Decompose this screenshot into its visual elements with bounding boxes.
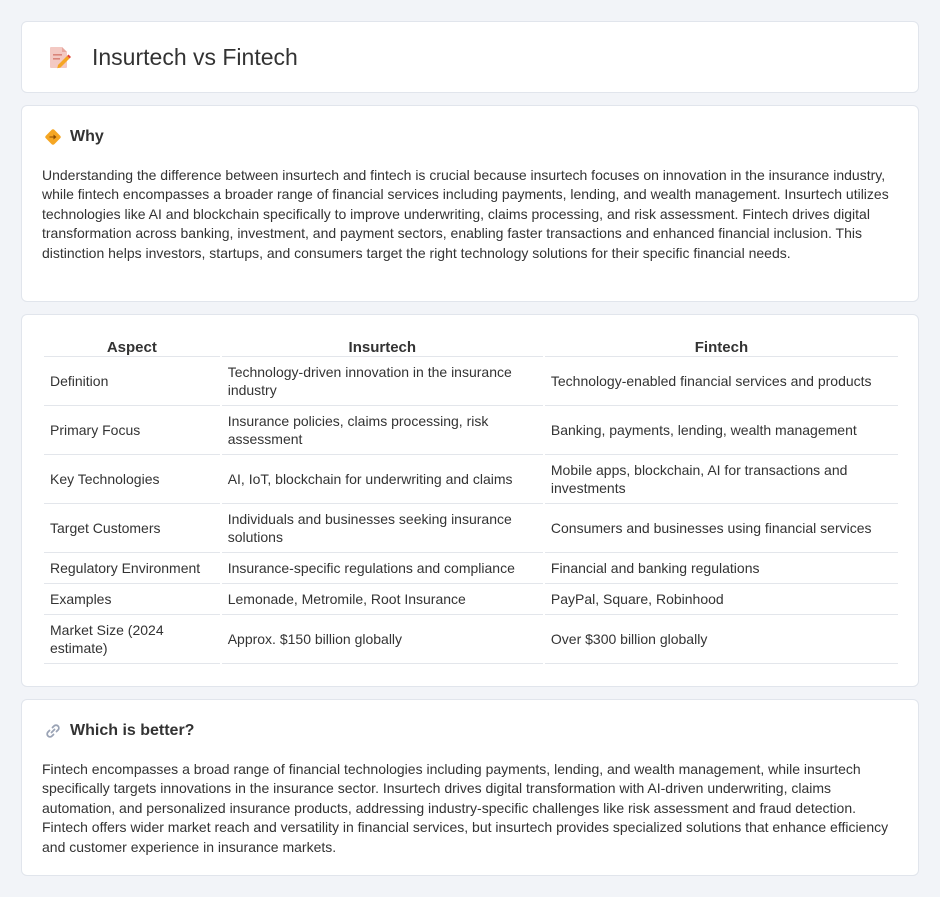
row-fintech: Technology-enabled financial services and products	[545, 357, 898, 406]
row-fintech: Financial and banking regulations	[545, 553, 898, 584]
why-section	[21, 105, 919, 302]
why-paragraph: Understanding the difference between insurtech and fintech is crucial because insurtech focuses on innovation in the insurance industry, while fintech encompasses a broader range of financial services including payments, lending, and wealth management. Insurtech utilizes technologies like AI and blockchain specifically to improve underwriting, claims processing, and risk assessment. Fintech drives digital transformation across banking, investment, and payment sectors, enabling faster transactions and enhanced financial inclusion. This distinction helps investors, startups, and consumers target the right technology solutions for their specific financial needs.	[42, 167, 889, 261]
table-header-row	[44, 335, 898, 357]
row-aspect: Market Size (2024 estimate)	[44, 615, 220, 664]
table-row	[44, 584, 898, 615]
row-aspect: Examples	[44, 584, 220, 615]
why-title: Why	[70, 128, 104, 145]
which-is-better-title: Which is better?	[70, 722, 195, 739]
row-aspect: Target Customers	[44, 504, 220, 553]
row-fintech: Mobile apps, blockchain, AI for transactions and investments	[545, 455, 898, 504]
table-row	[44, 406, 898, 455]
page-title: Insurtech vs Fintech	[92, 43, 298, 70]
table-row	[44, 504, 898, 553]
document-edit-icon	[46, 44, 72, 70]
row-insurtech: AI, IoT, blockchain for underwriting and claims	[222, 455, 543, 504]
row-insurtech: Approx. $150 billion globally	[222, 615, 543, 664]
row-aspect: Primary Focus	[44, 406, 220, 455]
link-icon	[44, 722, 62, 740]
row-fintech: Banking, payments, lending, wealth management	[545, 406, 898, 455]
table-row	[44, 553, 898, 584]
comparison-table	[42, 335, 900, 664]
header-fintech: Fintech	[545, 335, 898, 357]
row-fintech: PayPal, Square, Robinhood	[545, 584, 898, 615]
table-row	[44, 357, 898, 406]
row-insurtech: Lemonade, Metromile, Root Insurance	[222, 584, 543, 615]
which-is-better-paragraph: Fintech encompasses a broad range of financial technologies including payments, lending, and wealth management, while insurtech specifically targets innovations in the insurance sector. Insurtech drives digital transformation with AI-driven underwriting, claims automation, and personalized insurance products, addressing industry-specific challenges like risk assessment and fraud detection. Fintech offers wider market reach and versatility in financial services, but insurtech provides specialized solutions that enhance efficiency and customer experience in insurance markets.	[42, 761, 889, 855]
row-insurtech: Individuals and businesses seeking insurance solutions	[222, 504, 543, 553]
row-fintech: Over $300 billion globally	[545, 615, 898, 664]
row-insurtech: Insurance policies, claims processing, risk assessment	[222, 406, 543, 455]
diamond-arrow-icon	[44, 128, 62, 146]
table-row	[44, 615, 898, 664]
comparison-table-card	[21, 314, 919, 687]
header-insurtech: Insurtech	[222, 335, 543, 357]
which-is-better-section	[21, 699, 919, 876]
header-card	[21, 21, 919, 93]
row-insurtech: Insurance-specific regulations and compliance	[222, 553, 543, 584]
table-row	[44, 455, 898, 504]
row-aspect: Regulatory Environment	[44, 553, 220, 584]
header-aspect: Aspect	[44, 335, 220, 357]
row-aspect: Key Technologies	[44, 455, 220, 504]
row-insurtech: Technology-driven innovation in the insurance industry	[222, 357, 543, 406]
row-fintech: Consumers and businesses using financial services	[545, 504, 898, 553]
row-aspect: Definition	[44, 357, 220, 406]
